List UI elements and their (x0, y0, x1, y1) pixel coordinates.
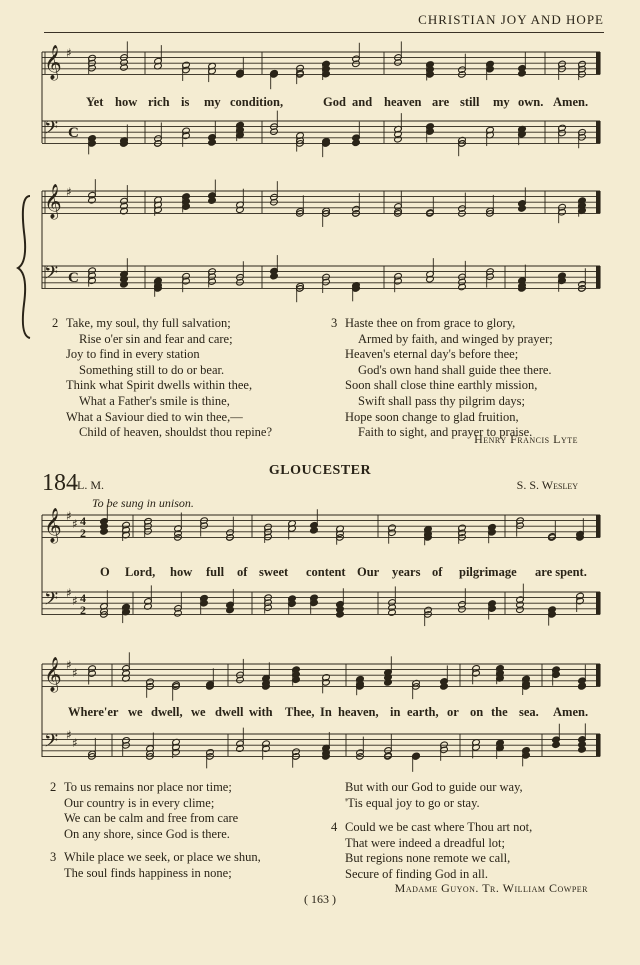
lyric-word: Yet (86, 95, 104, 109)
lyric-word: God (323, 95, 346, 109)
sharp-sign: ♯ (72, 666, 78, 680)
hymn-meter: L. M. (77, 478, 104, 492)
quarter-note (412, 753, 421, 761)
lyric-word: heaven, (338, 705, 379, 719)
lyric-word: full (206, 565, 225, 579)
verse-number: 3 (331, 316, 338, 330)
verse-line: Something still to do or bear. (79, 362, 225, 377)
lyric-word: of (237, 565, 248, 579)
lyric-word: earth, (407, 705, 439, 719)
lyric-word: are spent. (535, 565, 587, 579)
composer: S. S. Wesley (516, 478, 578, 492)
author-lyte: Henry Francis Lyte (474, 432, 578, 446)
verse-3-184-continued (345, 780, 523, 811)
verse-line: Rise o'er sin and fear and care; (79, 331, 233, 346)
verse-line: Our country is in every clime; (64, 795, 215, 810)
sharp-sign: ♯ (72, 736, 78, 750)
hymn-number: 184 (42, 470, 78, 496)
lyric-word: Amen. (553, 95, 589, 109)
lyric-word: how (115, 95, 138, 109)
verse-2-184 (50, 780, 239, 842)
tune-name: GLOUCESTER (268, 463, 372, 478)
common-time: C (68, 270, 79, 286)
lyric-word: condition, (230, 95, 284, 109)
lyric-word: pilgrimage (459, 565, 517, 579)
bass-clef: 𝄢 (44, 589, 59, 614)
sharp-sign: ♯ (66, 185, 72, 199)
lyric-word: O (100, 565, 110, 579)
lyric-word: dwell (215, 705, 244, 719)
sharp-sign: ♯ (66, 586, 72, 600)
verse-3-184 (50, 850, 261, 881)
lyric-word: my (493, 95, 510, 109)
lyric-word: with (249, 705, 273, 719)
treble-clef: 𝄞 (44, 508, 62, 543)
verse-2-top (52, 316, 273, 441)
page-number: ( 163 ) (304, 892, 336, 906)
time-signature-numerator: 4 (80, 514, 86, 528)
bass-clef: 𝄢 (44, 118, 59, 143)
final-barline (596, 734, 600, 756)
sharp-sign: ♯ (72, 594, 78, 608)
lyric-word: Where'er (68, 705, 119, 719)
treble-clef: 𝄞 (44, 657, 62, 692)
verse-line: Think what Spirit dwells within thee, (66, 378, 253, 393)
verse-line: That were indeed a dreadful lot; (345, 835, 505, 850)
lyric-word: Our (357, 565, 380, 579)
verse-line: 'Tis equal joy to go or stay. (345, 795, 480, 810)
verse-3-top (331, 316, 553, 441)
final-barline (596, 121, 600, 143)
final-barline (596, 52, 600, 74)
verse-line: What a Father's smile is thine, (79, 393, 230, 408)
verse-line: Joy to find in every station (66, 347, 200, 362)
lyric-word: rich (148, 95, 170, 109)
verse-line: But regions none remote we call, (345, 851, 511, 866)
verse-number: 3 (50, 850, 57, 864)
verse-line: Hope soon change to glad fruition, (345, 409, 519, 424)
verse-line: Haste thee on from grace to glory, (345, 316, 516, 330)
lyric-word: years (392, 565, 421, 579)
lyric-word: of (432, 565, 443, 579)
verse-line: The soul finds happiness in none; (64, 865, 232, 880)
lyric-word: is (181, 95, 190, 109)
verse-line: Could we be cast where Thou art not, (345, 820, 533, 834)
bass-clef: 𝄢 (44, 263, 59, 288)
lyric-word: Lord, (125, 565, 156, 579)
treble-clef: 𝄞 (44, 184, 62, 219)
bass-clef: 𝄢 (44, 731, 59, 756)
verse-number: 2 (50, 780, 57, 794)
verse-4-184 (331, 820, 533, 882)
lyric-word: or (447, 705, 459, 719)
final-barline (596, 664, 600, 686)
lyric-word: and (352, 95, 373, 109)
lyric-word: on (470, 705, 484, 719)
lyric-word: we (191, 705, 206, 719)
verse-line: Secure of finding God in all. (345, 866, 489, 881)
running-head: CHRISTIAN JOY AND HOPE (418, 12, 604, 27)
performance-direction: To be sung in unison. (92, 496, 194, 510)
verse-line: Child of heaven, shouldst thou repine? (79, 425, 273, 440)
lyric-word: my (204, 95, 221, 109)
author-guyon-cowper: Madame Guyon. Tr. William Cowper (394, 881, 588, 895)
final-barline (596, 592, 600, 614)
time-signature-denominator: 2 (80, 526, 86, 540)
verse-line: On any shore, since God is there. (64, 826, 230, 841)
verse-line: Take, my soul, thy full salvation; (66, 316, 231, 330)
time-signature-denominator: 2 (80, 603, 86, 617)
final-barline (596, 266, 600, 288)
verse-line: Armed by faith, and winged by prayer; (358, 331, 553, 346)
sharp-sign: ♯ (72, 517, 78, 531)
final-barline (596, 191, 600, 213)
treble-clef: 𝄞 (44, 45, 62, 80)
verse-line: We can be calm and free from care (64, 811, 239, 826)
sharp-sign: ♯ (66, 46, 72, 60)
sharp-sign: ♯ (66, 509, 72, 523)
time-signature-numerator: 4 (80, 591, 86, 605)
verse-line: Faith to sight, and prayer to praise. (358, 425, 533, 440)
verse-line: What a Saviour died to win thee,— (66, 409, 243, 424)
brace (18, 196, 30, 338)
lyric-word: are (432, 95, 450, 109)
lyric-word: dwell, (151, 705, 183, 719)
lyric-word: In (320, 705, 332, 719)
common-time: C (68, 125, 79, 141)
verse-line: Soon shall close thine earthly mission, (345, 378, 538, 393)
lyric-word: content (306, 565, 346, 579)
verse-number: 2 (52, 316, 59, 330)
verse-line: To us remains nor place nor time; (64, 780, 232, 794)
final-barline (596, 515, 600, 537)
lyric-word: the (491, 705, 508, 719)
verse-line: But with our God to guide our way, (345, 780, 523, 794)
verse-line: While place we seek, or place we shun, (64, 850, 261, 864)
verse-number: 4 (331, 820, 338, 834)
verse-line: Heaven's eternal day's before thee; (345, 347, 519, 362)
lyric-word: in (390, 705, 401, 719)
lyric-word: we (128, 705, 143, 719)
lyric-word: sweet (259, 565, 289, 579)
lyric-word: still (460, 95, 480, 109)
lyric-word: sea. (519, 705, 539, 719)
sharp-sign: ♯ (66, 728, 72, 742)
sharp-sign: ♯ (66, 658, 72, 672)
lyric-word: how (170, 565, 193, 579)
lyric-word: own. (518, 95, 544, 109)
verse-line: Swift shall pass thy pilgrim days; (358, 393, 526, 408)
verse-line: God's own hand shall guide thee there. (358, 362, 552, 377)
lyric-word: Amen. (553, 705, 589, 719)
lyric-word: heaven (384, 95, 422, 109)
lyric-word: Thee, (285, 705, 315, 719)
